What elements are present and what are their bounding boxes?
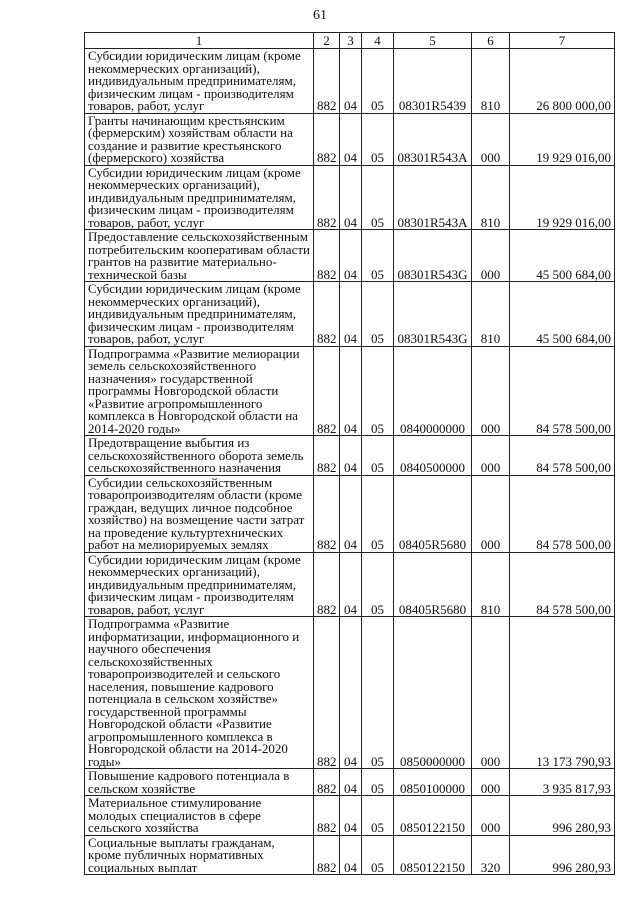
header-cell: 2 bbox=[314, 33, 340, 49]
amount-cell: 13 173 790,93 bbox=[510, 617, 615, 769]
table-row bbox=[85, 796, 615, 836]
target-article-code-cell: 08301R543A bbox=[394, 113, 472, 165]
target-article-code-cell: 0850100000 bbox=[394, 769, 472, 796]
section-code-cell: 04 bbox=[340, 113, 362, 165]
header-cell: 7 bbox=[510, 33, 615, 49]
admin-code-cell: 882 bbox=[314, 552, 340, 617]
expense-type-code-cell: 320 bbox=[472, 835, 510, 875]
item-name-cell: Гранты начинающим крестьянским (фермерским) хозяйствам области на создание и развитие крестьянского (фермерского) хозяйства bbox=[85, 113, 314, 165]
admin-code-cell: 882 bbox=[314, 436, 340, 476]
target-article-code-cell: 08301R543G bbox=[394, 282, 472, 347]
item-name-cell: Субсидии юридическим лицам (кроме некоммерческих организаций), индивидуальным предпринимателям, физическим лицам - производителям товаров, работ, услуг bbox=[85, 552, 314, 617]
admin-code-cell: 882 bbox=[314, 165, 340, 230]
section-code-cell: 04 bbox=[340, 436, 362, 476]
subsection-code-cell: 05 bbox=[362, 282, 394, 347]
item-name-cell: Повышение кадрового потенциала в сельском хозяйстве bbox=[85, 769, 314, 796]
table-row bbox=[85, 230, 615, 282]
section-code-cell: 04 bbox=[340, 475, 362, 552]
target-article-code-cell: 0850000000 bbox=[394, 617, 472, 769]
header-cell: 5 bbox=[394, 33, 472, 49]
amount-cell: 3 935 817,93 bbox=[510, 769, 615, 796]
amount-cell: 19 929 016,00 bbox=[510, 113, 615, 165]
admin-code-cell: 882 bbox=[314, 617, 340, 769]
target-article-code-cell: 0840500000 bbox=[394, 436, 472, 476]
item-name-cell: Субсидии юридическим лицам (кроме некоммерческих организаций), индивидуальным предпринимателям, физическим лицам - производителям товаров, работ, услуг bbox=[85, 49, 314, 114]
subsection-code-cell: 05 bbox=[362, 113, 394, 165]
section-code-cell: 04 bbox=[340, 552, 362, 617]
subsection-code-cell: 05 bbox=[362, 796, 394, 836]
expense-type-code-cell: 000 bbox=[472, 617, 510, 769]
section-code-cell: 04 bbox=[340, 165, 362, 230]
expense-type-code-cell: 810 bbox=[472, 282, 510, 347]
target-article-code-cell: 0850122150 bbox=[394, 835, 472, 875]
header-row bbox=[85, 33, 615, 49]
admin-code-cell: 882 bbox=[314, 49, 340, 114]
subsection-code-cell: 05 bbox=[362, 475, 394, 552]
target-article-code-cell: 0850122150 bbox=[394, 796, 472, 836]
table-row bbox=[85, 475, 615, 552]
expense-type-code-cell: 810 bbox=[472, 49, 510, 114]
subsection-code-cell: 05 bbox=[362, 436, 394, 476]
amount-cell: 84 578 500,00 bbox=[510, 436, 615, 476]
amount-cell: 84 578 500,00 bbox=[510, 552, 615, 617]
expense-type-code-cell: 000 bbox=[472, 346, 510, 436]
expense-type-code-cell: 000 bbox=[472, 113, 510, 165]
header-cell: 1 bbox=[85, 33, 314, 49]
expense-type-code-cell: 000 bbox=[472, 230, 510, 282]
expense-type-code-cell: 810 bbox=[472, 165, 510, 230]
amount-cell: 996 280,93 bbox=[510, 796, 615, 836]
subsection-code-cell: 05 bbox=[362, 835, 394, 875]
subsection-code-cell: 05 bbox=[362, 346, 394, 436]
table-row bbox=[85, 346, 615, 436]
item-name-cell: Материальное стимулирование молодых специалистов в сфере сельского хозяйства bbox=[85, 796, 314, 836]
item-name-cell: Подпрограмма «Развитие информатизации, информационного и научного обеспечения сельскохозяйственных товаропроизводителей и сельского населения, повышение кадрового потенциала в сельском хозяйстве» государственной программы Новгородской области «Развитие агропромышленного комплекса в Новгородской области на 2014-2020 годы» bbox=[85, 617, 314, 769]
amount-cell: 26 800 000,00 bbox=[510, 49, 615, 114]
table-row bbox=[85, 436, 615, 476]
admin-code-cell: 882 bbox=[314, 282, 340, 347]
expense-type-code-cell: 000 bbox=[472, 436, 510, 476]
subsection-code-cell: 05 bbox=[362, 552, 394, 617]
amount-cell: 84 578 500,00 bbox=[510, 475, 615, 552]
section-code-cell: 04 bbox=[340, 346, 362, 436]
item-name-cell: Субсидии сельскохозяйственным товаропроизводителям области (кроме граждан, ведущих личное подсобное хозяйство) на возмещение части затрат на проведение культуртехнических работ на мелиорируемых землях bbox=[85, 475, 314, 552]
table-row bbox=[85, 617, 615, 769]
table-row bbox=[85, 282, 615, 347]
expense-type-code-cell: 000 bbox=[472, 475, 510, 552]
admin-code-cell: 882 bbox=[314, 113, 340, 165]
item-name-cell: Предоставление сельскохозяйственным потребительским кооперативам области грантов на развитие материально-технической базы bbox=[85, 230, 314, 282]
section-code-cell: 04 bbox=[340, 617, 362, 769]
target-article-code-cell: 08301R5439 bbox=[394, 49, 472, 114]
admin-code-cell: 882 bbox=[314, 769, 340, 796]
header-cell: 3 bbox=[340, 33, 362, 49]
amount-cell: 996 280,93 bbox=[510, 835, 615, 875]
amount-cell: 19 929 016,00 bbox=[510, 165, 615, 230]
amount-cell: 45 500 684,00 bbox=[510, 282, 615, 347]
target-article-code-cell: 0840000000 bbox=[394, 346, 472, 436]
item-name-cell: Подпрограмма «Развитие мелиорации земель сельскохозяйственного назначения» государственной программы Новгородской области «Развитие агропромышленного комплекса в Новгородской области на 2014-2020 годы» bbox=[85, 346, 314, 436]
section-code-cell: 04 bbox=[340, 835, 362, 875]
expense-type-code-cell: 000 bbox=[472, 769, 510, 796]
admin-code-cell: 882 bbox=[314, 230, 340, 282]
table-row bbox=[85, 165, 615, 230]
admin-code-cell: 882 bbox=[314, 346, 340, 436]
admin-code-cell: 882 bbox=[314, 475, 340, 552]
section-code-cell: 04 bbox=[340, 49, 362, 114]
subsection-code-cell: 05 bbox=[362, 230, 394, 282]
page-number: 61 bbox=[313, 8, 327, 23]
item-name-cell: Социальные выплаты гражданам, кроме публичных нормативных социальных выплат bbox=[85, 835, 314, 875]
admin-code-cell: 882 bbox=[314, 796, 340, 836]
subsection-code-cell: 05 bbox=[362, 617, 394, 769]
target-article-code-cell: 08405R5680 bbox=[394, 552, 472, 617]
item-name-cell: Субсидии юридическим лицам (кроме некоммерческих организаций), индивидуальным предпринимателям, физическим лицам - производителям товаров, работ, услуг bbox=[85, 165, 314, 230]
section-code-cell: 04 bbox=[340, 282, 362, 347]
amount-cell: 45 500 684,00 bbox=[510, 230, 615, 282]
subsection-code-cell: 05 bbox=[362, 769, 394, 796]
header-cell: 6 bbox=[472, 33, 510, 49]
target-article-code-cell: 08301R543A bbox=[394, 165, 472, 230]
table-row bbox=[85, 49, 615, 114]
amount-cell: 84 578 500,00 bbox=[510, 346, 615, 436]
item-name-cell: Предотвращение выбытия из сельскохозяйственного оборота земель сельскохозяйственного назначения bbox=[85, 436, 314, 476]
item-name-cell: Субсидии юридическим лицам (кроме некоммерческих организаций), индивидуальным предпринимателям, физическим лицам - производителям товаров, работ, услуг bbox=[85, 282, 314, 347]
budget-table bbox=[84, 32, 615, 875]
table-row bbox=[85, 769, 615, 796]
header-cell: 4 bbox=[362, 33, 394, 49]
expense-type-code-cell: 810 bbox=[472, 552, 510, 617]
table-row bbox=[85, 835, 615, 875]
admin-code-cell: 882 bbox=[314, 835, 340, 875]
table-row bbox=[85, 552, 615, 617]
target-article-code-cell: 08405R5680 bbox=[394, 475, 472, 552]
expense-type-code-cell: 000 bbox=[472, 796, 510, 836]
subsection-code-cell: 05 bbox=[362, 165, 394, 230]
subsection-code-cell: 05 bbox=[362, 49, 394, 114]
section-code-cell: 04 bbox=[340, 230, 362, 282]
section-code-cell: 04 bbox=[340, 769, 362, 796]
section-code-cell: 04 bbox=[340, 796, 362, 836]
table-row bbox=[85, 113, 615, 165]
target-article-code-cell: 08301R543G bbox=[394, 230, 472, 282]
